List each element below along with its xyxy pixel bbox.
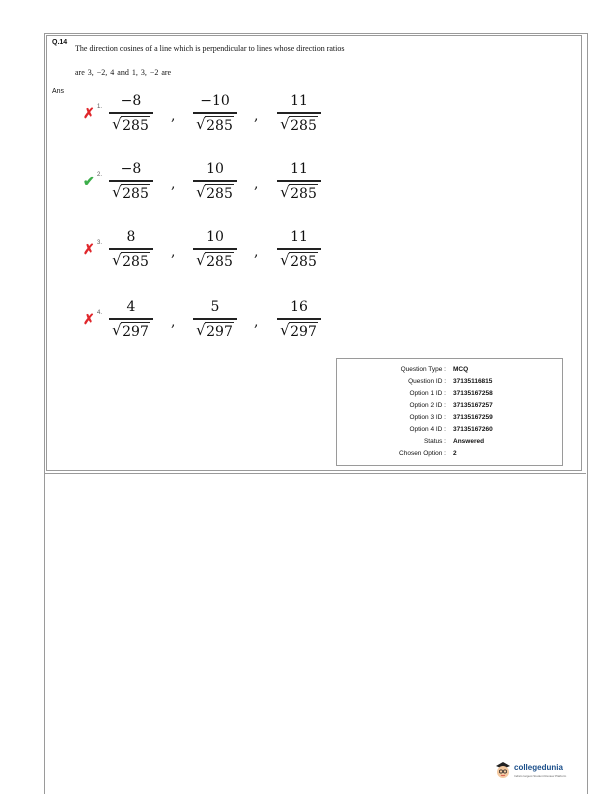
fraction xyxy=(273,92,325,134)
fraction xyxy=(189,298,241,340)
logo-text: collegedunia xyxy=(514,763,563,772)
radical-sign-icon: √ xyxy=(112,250,122,269)
fraction-denominator xyxy=(105,116,157,134)
radical-sign-icon: √ xyxy=(280,320,290,339)
fraction-bar xyxy=(109,318,153,320)
square-root xyxy=(280,252,318,271)
option-number: 1. xyxy=(97,104,103,110)
separator-comma: , xyxy=(254,108,259,124)
info-value: 37135167258 xyxy=(453,390,493,397)
info-key: Chosen Option : xyxy=(399,450,446,457)
info-row xyxy=(337,437,564,447)
answer-label: Ans xyxy=(52,88,65,95)
radicand: 297 xyxy=(122,323,149,340)
info-key: Option 4 ID : xyxy=(409,426,446,433)
separator-comma: , xyxy=(171,244,176,260)
fraction xyxy=(105,298,157,340)
info-value: 37135116815 xyxy=(453,378,493,385)
separator-comma: , xyxy=(254,244,259,260)
fraction-bar xyxy=(277,318,321,320)
fraction-numerator: 4 xyxy=(126,299,136,315)
separator-comma: , xyxy=(254,314,259,330)
radical-sign-icon: √ xyxy=(196,320,206,339)
radicand: 285 xyxy=(290,253,317,270)
question-block xyxy=(44,33,586,474)
info-value: MCQ xyxy=(453,366,469,373)
radical-sign-icon: √ xyxy=(112,182,122,201)
info-value: 37135167257 xyxy=(453,402,493,409)
question-box xyxy=(46,35,582,471)
square-root xyxy=(280,322,318,341)
question-text-cont: are 3, −2, 4 and 1, 3, −2 are xyxy=(75,68,172,77)
square-root xyxy=(280,116,318,135)
fraction-numerator: 8 xyxy=(126,229,136,245)
fraction-denominator xyxy=(273,184,325,202)
info-key: Status : xyxy=(423,438,446,445)
fraction-bar xyxy=(109,248,153,250)
square-root xyxy=(196,116,234,135)
fraction-numerator: 11 xyxy=(290,229,308,245)
radical-sign-icon: √ xyxy=(196,182,206,201)
info-row xyxy=(337,401,564,411)
fraction-denominator xyxy=(105,322,157,340)
info-row xyxy=(337,425,564,435)
fraction-denominator xyxy=(189,184,241,202)
info-row xyxy=(337,365,564,375)
radicand: 285 xyxy=(122,253,149,270)
square-root xyxy=(196,322,234,341)
fraction-numerator: −8 xyxy=(120,93,142,109)
fraction xyxy=(105,160,157,202)
fraction-numerator: 11 xyxy=(290,93,308,109)
square-root xyxy=(112,322,150,341)
fraction-denominator xyxy=(273,322,325,340)
square-root xyxy=(196,252,234,271)
info-key: Option 1 ID : xyxy=(409,390,446,397)
separator-comma: , xyxy=(171,314,176,330)
option-number: 3. xyxy=(97,240,103,246)
info-row xyxy=(337,449,564,459)
fraction-denominator xyxy=(189,252,241,270)
fraction-denominator xyxy=(105,184,157,202)
option-3 xyxy=(83,228,343,274)
fraction-denominator xyxy=(105,252,157,270)
square-root xyxy=(112,116,150,135)
radical-sign-icon: √ xyxy=(280,114,290,133)
info-row xyxy=(337,377,564,387)
radicand: 285 xyxy=(122,117,149,134)
radicand: 285 xyxy=(290,185,317,202)
separator-comma: , xyxy=(254,176,259,192)
square-root xyxy=(112,252,150,271)
info-value: Answered xyxy=(453,438,485,445)
fraction-bar xyxy=(109,180,153,182)
info-key: Option 3 ID : xyxy=(409,414,446,421)
info-key: Option 2 ID : xyxy=(409,402,446,409)
radical-sign-icon: √ xyxy=(280,182,290,201)
question-info-panel xyxy=(336,358,563,466)
fraction-denominator xyxy=(273,252,325,270)
fraction-numerator: 16 xyxy=(290,299,308,315)
fraction-bar xyxy=(193,180,237,182)
option-1 xyxy=(83,92,343,138)
fraction-numerator: −8 xyxy=(120,161,142,177)
fraction-bar xyxy=(277,180,321,182)
radicand: 285 xyxy=(290,117,317,134)
option-4 xyxy=(83,298,343,344)
fraction xyxy=(189,228,241,270)
fraction xyxy=(273,228,325,270)
fraction xyxy=(189,92,241,134)
radicand: 285 xyxy=(206,117,233,134)
option-2 xyxy=(83,160,343,206)
radicand: 285 xyxy=(206,185,233,202)
info-value: 37135167259 xyxy=(453,414,493,421)
collegedunia-logo xyxy=(494,760,570,784)
separator-comma: , xyxy=(171,108,176,124)
radicand: 297 xyxy=(290,323,317,340)
correct-check-icon: ✔ xyxy=(83,173,95,189)
radical-sign-icon: √ xyxy=(196,250,206,269)
radical-sign-icon: √ xyxy=(280,250,290,269)
radical-sign-icon: √ xyxy=(112,320,122,339)
radicand: 285 xyxy=(206,253,233,270)
option-number: 2. xyxy=(97,172,103,178)
fraction-bar xyxy=(109,112,153,114)
radicand: 297 xyxy=(206,323,233,340)
fraction-bar xyxy=(193,112,237,114)
info-row xyxy=(337,413,564,423)
radical-sign-icon: √ xyxy=(196,114,206,133)
separator-comma: , xyxy=(171,176,176,192)
fraction xyxy=(105,92,157,134)
question-text: The direction cosines of a line which is perpendicular to lines whose direction ratios xyxy=(75,44,345,53)
fraction xyxy=(189,160,241,202)
fraction-numerator: −10 xyxy=(200,93,230,109)
fraction xyxy=(105,228,157,270)
square-root xyxy=(112,184,150,203)
question-number: Q.14 xyxy=(52,39,68,46)
wrong-cross-icon: ✗ xyxy=(83,241,95,257)
fraction-denominator xyxy=(273,116,325,134)
wrong-cross-icon: ✗ xyxy=(83,311,95,327)
option-number: 4. xyxy=(97,310,103,316)
fraction-bar xyxy=(277,248,321,250)
fraction-numerator: 10 xyxy=(206,161,224,177)
logo-tagline: India's largest Student Review Platform xyxy=(514,774,567,778)
fraction-denominator xyxy=(189,116,241,134)
square-root xyxy=(196,184,234,203)
info-value: 2 xyxy=(453,450,457,457)
wrong-cross-icon: ✗ xyxy=(83,105,95,121)
info-key: Question Type : xyxy=(400,366,446,373)
fraction-bar xyxy=(193,248,237,250)
fraction xyxy=(273,298,325,340)
radical-sign-icon: √ xyxy=(112,114,122,133)
radicand: 285 xyxy=(122,185,149,202)
fraction-bar xyxy=(193,318,237,320)
fraction-denominator xyxy=(189,322,241,340)
info-row xyxy=(337,389,564,399)
fraction-numerator: 5 xyxy=(210,299,220,315)
mascot-icon xyxy=(494,760,512,780)
info-key: Question ID : xyxy=(408,378,446,385)
fraction-bar xyxy=(277,112,321,114)
info-value: 37135167260 xyxy=(453,426,493,433)
fraction xyxy=(273,160,325,202)
fraction-numerator: 10 xyxy=(206,229,224,245)
square-root xyxy=(280,184,318,203)
fraction-numerator: 11 xyxy=(290,161,308,177)
